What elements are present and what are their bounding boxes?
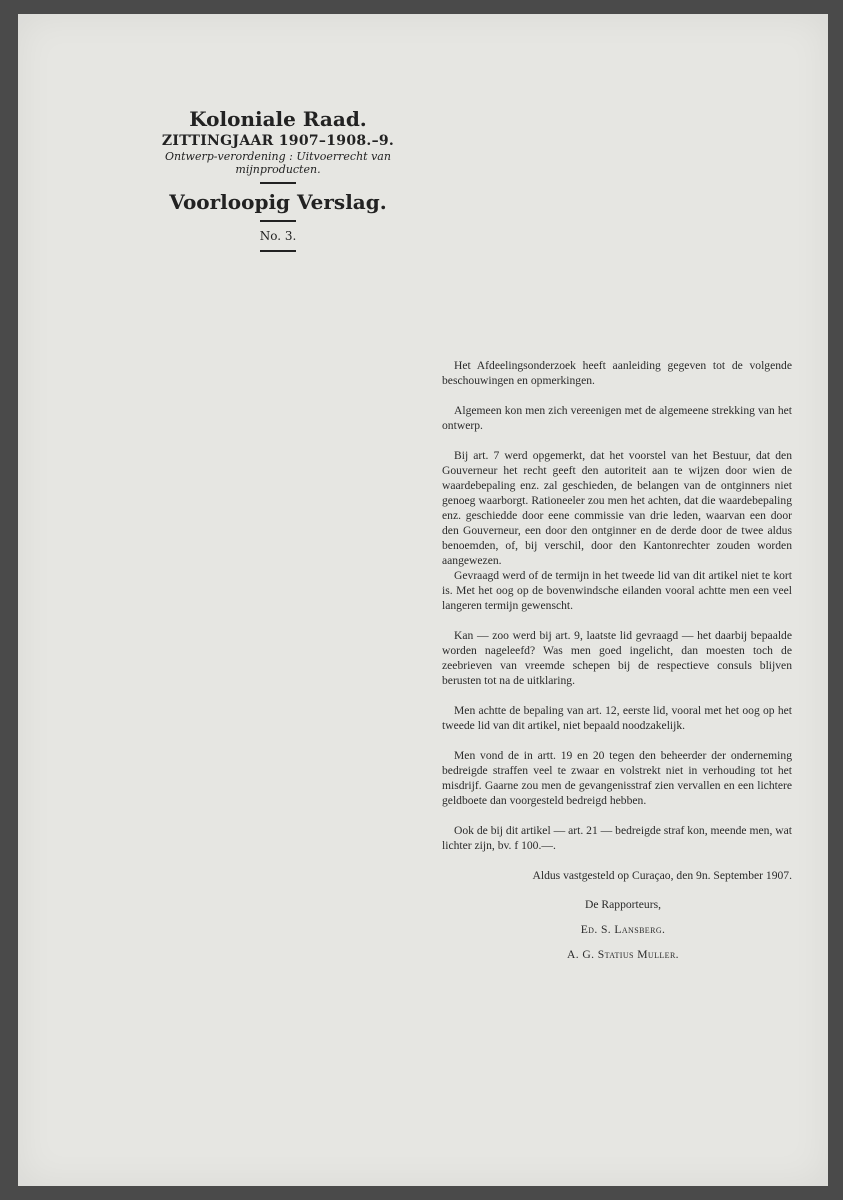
date-line: Aldus vastgesteld op Curaçao, den 9n. September 1907. bbox=[532, 869, 792, 882]
signatory-name: Ed. S. Lansberg. bbox=[580, 923, 666, 936]
signatory-name: A. G. Statius Muller. bbox=[567, 948, 679, 961]
report-body bbox=[442, 358, 792, 972]
document-heading bbox=[158, 106, 398, 258]
report-title: Voorloopig Verslag. bbox=[169, 190, 387, 214]
document-number: No. 3. bbox=[259, 229, 297, 243]
rapporteurs-label: De Rapporteurs, bbox=[585, 898, 661, 911]
paragraph: Gevraagd werd of de termijn in het tweede lid van dit artikel niet te kort is. Met het oog op de bovenwindsche eilanden vooral achtte men een veel langeren termijn gewenscht. bbox=[442, 569, 792, 612]
heading-divider bbox=[260, 250, 296, 252]
paragraph: Algemeen kon men zich vereenigen met de algemeene strekking van het ontwerp. bbox=[442, 404, 792, 432]
subject-line-1: Ontwerp-verordening : Uitvoerrecht van bbox=[165, 150, 391, 163]
heading-divider bbox=[260, 220, 296, 222]
paragraph: Ook de bij dit artikel — art. 21 — bedreigde straf kon, meende men, wat lichter zijn, bv. f 100.—. bbox=[442, 824, 792, 852]
session-year: ZITTINGJAAR 1907–1908.–9. bbox=[161, 133, 395, 149]
paragraph: Kan — zoo werd bij art. 9, laatste lid gevraagd — het daarbij bepaalde worden nageleefd? Was men goed ingelicht, dan moesten toch de zeebrieven van vreemde schepen bij de respectieve consuls blijven berusten tot na de uitklaring. bbox=[442, 629, 792, 687]
paragraph: Het Afdeelingsonderzoek heeft aanleiding gegeven tot de volgende beschouwingen en opmerkingen. bbox=[442, 359, 792, 387]
heading-divider bbox=[260, 182, 296, 184]
council-title: Koloniale Raad. bbox=[189, 107, 367, 131]
signature-block bbox=[442, 868, 792, 962]
document-page bbox=[18, 14, 828, 1186]
paragraph: Bij art. 7 werd opgemerkt, dat het voorstel van het Bestuur, dat den Gouverneur het recht geeft den autoriteit aan te wijzen door wien de waardebepaling enz. zal geschieden, de belangen van de ontginners niet genoeg waarborgt. Rationeeler zou men het achten, dat die waardebepaling enz. geschiedde door eene commissie van drie leden, waarvan een door den Gouverneur, een door den ontginner en de derde door de twee aldus benoemden, of, bij verschil, door den Kantonrechter zouden worden aangewezen. bbox=[442, 449, 792, 567]
subject-line-2: mijnproducten. bbox=[235, 163, 321, 176]
paragraph: Men achtte de bepaling van art. 12, eerste lid, vooral met het oog op het tweede lid van dit artikel, niet bepaald noodzakelijk. bbox=[442, 704, 792, 732]
paragraph: Men vond de in artt. 19 en 20 tegen den beheerder der onderneming bedreigde straffen veel te zwaar en volstrekt niet in verhouding tot het misdrijf. Gaarne zou men de gevangenisstraf zien vervallen en een lichtere geldboete dan voorgesteld bedreigd hebben. bbox=[442, 749, 792, 807]
